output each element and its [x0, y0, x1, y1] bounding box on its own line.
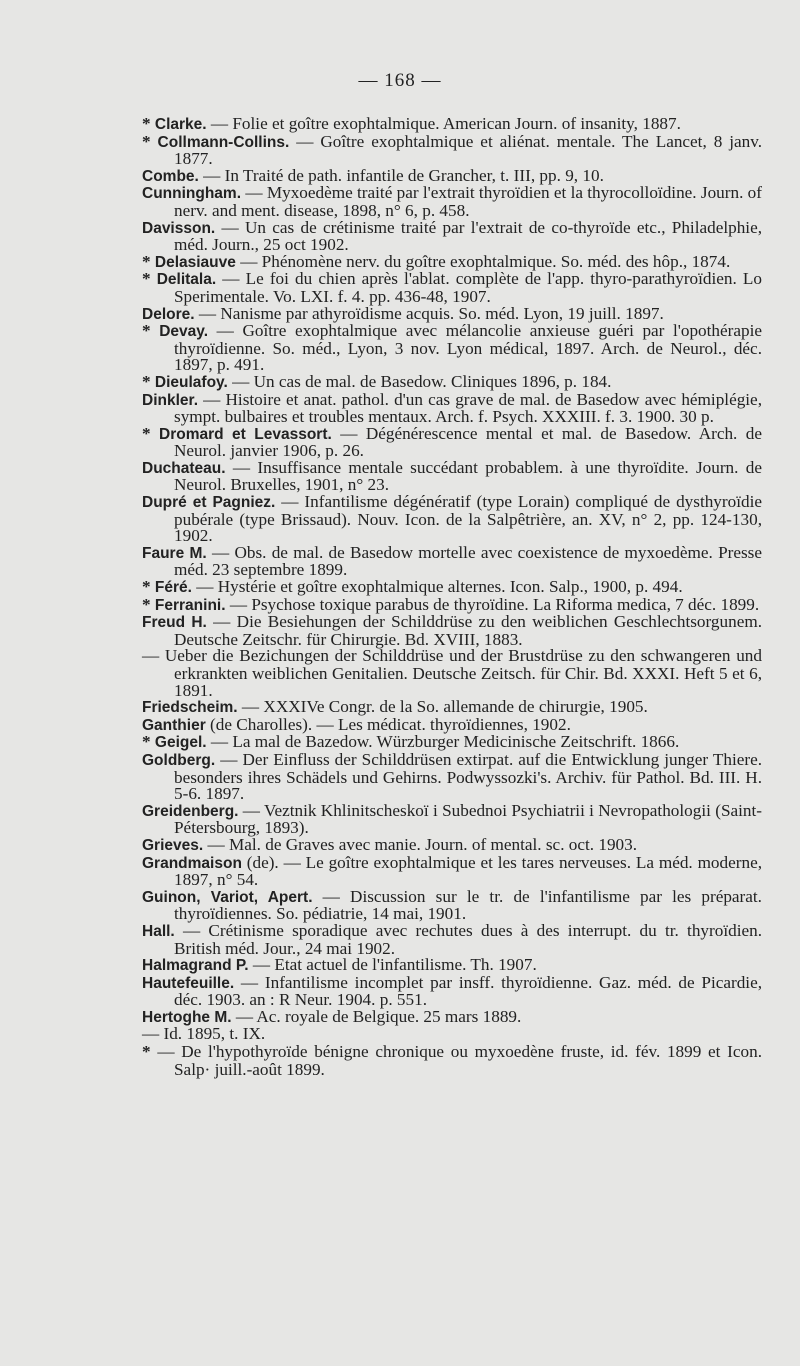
entry-citation: — De l'hypothyroïde bénigne chronique ou myxoedène fruste, id. fév. 1899 et Icon. Salp· juill.-août 1899.: [157, 1042, 762, 1079]
bibliography-entry: [142, 972, 762, 1010]
entry-author: Delitala.: [156, 271, 217, 289]
entry-author: Davisson.: [142, 219, 216, 237]
entry-author: Delasiauve: [154, 253, 236, 271]
entry-citation: — Un cas de crétinisme traité par l'extrait de co-thyroïde etc., Philadelphie, méd. Journ., 25 oct 1902.: [174, 217, 762, 255]
bibliography-entry: [142, 389, 762, 427]
entry-citation: — Phénomène nerv. du goître exophtalmique. So. méd. des hôp., 1874.: [235, 251, 731, 271]
entry-author: Greidenberg.: [142, 802, 239, 820]
entry-citation: — Hystérie et goître exophtalmique alternes. Icon. Salp., 1900, p. 494.: [191, 577, 683, 597]
entry-marker: *: [142, 423, 160, 443]
entry-author: Grieves.: [142, 836, 204, 854]
entry-author: Devay.: [159, 323, 209, 341]
entry-citation: — Veztnik Khlinitscheskoï i Subednoi Psychiatrii i Nevropathologii (Saint-Pétersbourg, 1893).: [174, 800, 762, 838]
entry-author: Féré.: [154, 579, 192, 597]
entry-citation: — Discussion sur le tr. de l'infantilisme par les préparat. thyroïdiennes. So. pédiatrie, 14 mai, 1901.: [174, 886, 762, 924]
entry-citation: — Id. 1895, t. IX.: [142, 1024, 266, 1044]
entry-author: Cunningham.: [142, 185, 242, 203]
entry-citation: — Psychose toxique parabus de thyroïdine. La Riforma medica, 7 déc. 1899.: [225, 594, 760, 614]
entry-citation: — Etat actuel de l'infantilisme. Th. 1907.: [248, 955, 537, 975]
entry-citation: — Crétinisme sporadique avec rechutes dues à des interrupt. du tr. thyroïdien. British méd. Jour., 24 mai 1902.: [174, 920, 762, 958]
entry-citation: — Die Besiehungen der Schilddrüse zu den weiblichen Geschlechtsorgunem. Deutsche Zeitschr. für Chirurgie. Bd. XVIII, 1883.: [174, 612, 762, 649]
bibliography-entry: [142, 614, 762, 648]
entry-marker: *: [142, 577, 155, 597]
entry-author: Hertoghe M.: [142, 1008, 232, 1026]
entry-author: Halmagrand P.: [142, 957, 249, 975]
entry-author: Goldberg.: [142, 751, 216, 769]
entry-citation: — Un cas de mal. de Basedow. Cliniques 1896, p. 184.: [227, 371, 612, 391]
entry-marker: *: [142, 321, 160, 341]
entry-author: Faure M.: [142, 544, 207, 562]
entry-author: Hautefeuille.: [142, 974, 235, 992]
entry-author: Ganthier: [142, 716, 206, 734]
bibliography-entry: [142, 323, 762, 374]
bibliography-entry: [142, 800, 762, 838]
entry-author: Collmann-Collins.: [157, 133, 290, 151]
entry-citation: — Obs. de mal. de Basedow mortelle avec coexistence de myxoedème. Presse méd. 23 septembre 1899.: [174, 542, 763, 580]
entry-citation: — In Traité de path. infantile de Grancher, t. III, pp. 9, 10.: [198, 165, 604, 185]
entry-marker: *: [142, 371, 155, 391]
bibliography-list: [142, 116, 762, 1078]
entry-marker: *: [142, 131, 158, 151]
entry-author: Duchateau.: [142, 459, 226, 477]
entry-citation: — La mal de Bazedow. Würzburger Medicinische Zeitschrift. 1866.: [206, 732, 680, 752]
entry-citation: — Der Einfluss der Schilddrüsen extirpat. auf die Entwicklung junger Thiere. besonders ihres Schädels und Gehirns. Podwyssozki's. Archiv. für Pathol. Bd. III. H. 5-6. 1897.: [174, 749, 762, 804]
entry-citation: — Nanisme par athyroïdisme acquis. So. méd. Lyon, 19 juill. 1897.: [194, 303, 664, 323]
entry-author: Friedscheim.: [142, 699, 238, 717]
bibliography-entry: [142, 852, 762, 890]
entry-citation: — Dégénérescence mental et mal. de Basedow. Arch. de Neurol. janvier 1906, p. 26.: [174, 423, 762, 461]
entry-citation: — Infantilisme dégénératif (type Lorain) compliqué de dysthyroïdie pubérale (type Brissaud). Nouv. Icon. de la Salpêtrière, an. XV, n° 2, pp. 124-130, 1902.: [174, 492, 762, 546]
entry-author: Dromard et Levassort.: [159, 425, 332, 443]
entry-author: Guinon, Variot, Apert.: [142, 888, 313, 906]
bibliography-entry: [142, 131, 762, 169]
entry-citation: — Mal. de Graves avec manie. Journ. of mental. sc. oct. 1903.: [203, 834, 638, 854]
bibliography-entry: [142, 185, 762, 219]
entry-citation: (de). — Le goître exophtalmique et les tares nerveuses. La méd. moderne, 1897, n° 54.: [174, 852, 762, 890]
entry-citation: — Le foi du chien après l'ablat. complète de l'app. thyro-parathyroïdien. Lo Sperimentale. Vo. LXI. f. 4. pp. 436-48, 1907.: [174, 269, 763, 306]
entry-marker: *: [142, 251, 155, 271]
entry-author: Clarke.: [154, 116, 207, 133]
entry-author: Dieulafoy.: [154, 373, 228, 391]
entry-marker: *: [142, 269, 157, 289]
bibliography-entry: [142, 648, 762, 699]
entry-author: Grandmaison: [142, 854, 242, 872]
bibliography-entry: [142, 542, 763, 580]
entry-author: Hall.: [142, 922, 175, 940]
entry-citation: — Ueber die Bezichungen der Schilddrüse und der Brustdrüse zu den schwangeren und erkrankten weiblichen Genitalien. Deutsche Zeitsch. für Chir. Bd. XXXI. Heft 5 et 6, 1891.: [142, 646, 762, 700]
entry-citation: — XXXIVe Congr. de la So. allemande de chirurgie, 1905.: [237, 697, 648, 717]
bibliography-entry: [142, 920, 762, 958]
entry-citation: — Infantilisme incomplet par insff. thyroïdienne. Gaz. méd. de Picardie, déc. 1903. an : R Neur. 1904. p. 551.: [174, 972, 762, 1010]
entry-citation: — Folie et goître exophtalmique. American Journ. of insanity, 1887.: [206, 114, 681, 133]
bibliography-entry: [142, 1044, 762, 1078]
entry-citation: — Histoire et anat. pathol. d'un cas grave de mal. de Basedow avec hémiplégie, sympt. bulbaires et troubles mentaux. Arch. f. Psych. XXXIII. f. 3. 1900. 30 p.: [174, 389, 762, 427]
entry-author: Dinkler.: [142, 391, 198, 409]
entry-author: Delore.: [142, 305, 195, 323]
entry-author: Combe.: [142, 167, 199, 185]
bibliography-entry: [142, 271, 762, 305]
entry-citation: — Goître exophtalmique et aliénat. mentale. The Lancet, 8 janv. 1877.: [174, 131, 762, 169]
bibliography-entry: [142, 749, 762, 804]
entry-marker: *: [142, 594, 155, 614]
bibliography-entry: [142, 423, 762, 461]
entry-citation: — Goître exophtalmique avec mélancolie anxieuse guéri par l'opothérapie thyroïdienne. So. méd., Lyon, 3 nov. Lyon médical, 1897. Arch. de Neurol., déc. 1897, p. 491.: [174, 321, 762, 375]
entry-citation: (de Charolles). — Les médicat. thyroïdiennes, 1902.: [205, 714, 571, 734]
entry-author: Freud H.: [142, 614, 207, 632]
page-number: — 168 —: [358, 70, 442, 91]
entry-author: Dupré et Pagniez.: [142, 494, 276, 512]
bibliography-entry: [142, 494, 762, 545]
entry-marker: *: [142, 732, 155, 752]
bibliography-entry: [142, 457, 762, 495]
entry-author: Ferranini.: [154, 596, 226, 614]
entry-marker: *: [142, 1042, 158, 1062]
bibliography-entry: [142, 217, 762, 255]
entry-citation: — Myxoedème traité par l'extrait thyroïdien et la thyrocolloïdine. Journ. of nerv. and ment. disease, 1898, n° 6, p. 458.: [174, 183, 762, 220]
entry-author: Geigel.: [154, 734, 207, 752]
entry-citation: — Ac. royale de Belgique. 25 mars 1889.: [231, 1006, 522, 1026]
entry-citation: — Insuffisance mentale succédant probablem. à une thyroïdite. Journ. de Neurol. Bruxelles, 1901, n° 23.: [174, 457, 762, 495]
bibliography-entry: [142, 886, 762, 924]
entry-marker: *: [142, 114, 155, 133]
